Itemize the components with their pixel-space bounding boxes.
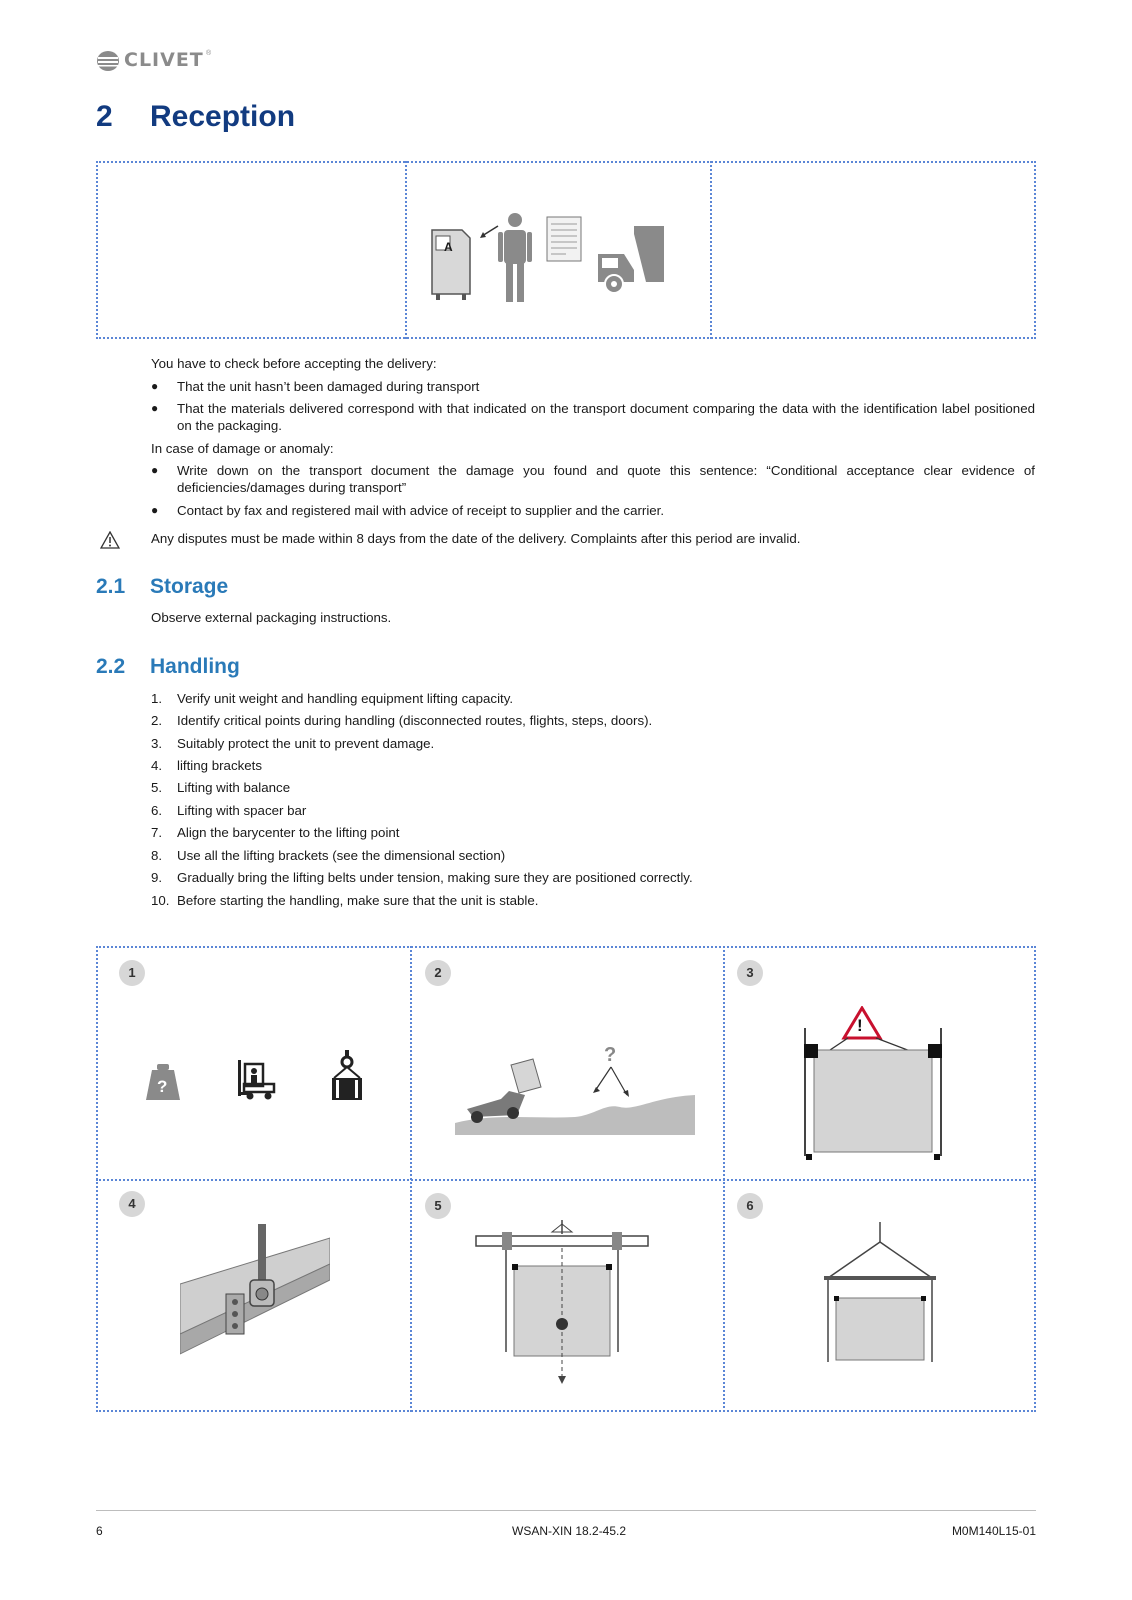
delivery-note-icon [546,216,582,262]
damage-intro: In case of damage or anomaly: [151,441,334,456]
transport-route-illustration [455,1045,695,1135]
logo-text: CLIVET [124,49,204,71]
list-item-text: Write down on the transport document the damage you found and quote this sentence: “Conditional acceptance clear evidence of deficiencies/damages during transport” [177,463,1035,495]
figure-badge: 4 [119,1191,145,1217]
bullet-icon: ● [151,503,159,517]
forklift-icon [236,1058,278,1100]
list-item [151,462,1035,496]
section-title [96,100,295,134]
warning-icon [100,531,120,549]
reception-illustration [430,210,690,310]
storage-text: Observe external packaging instructions. [151,610,392,625]
warning-text: Any disputes must be made within 8 days from the date of the delivery. Complaints after this period are invalid. [151,531,801,546]
footer-document-code: M0M140L15-01 [951,1524,1036,1538]
footer-divider [96,1510,1036,1511]
list-item [151,400,1035,434]
subsection-title-handling [96,655,240,679]
list-item-text: Contact by fax and registered mail with advice of receipt to supplier and the carrier. [177,503,665,518]
list-item-text: That the materials delivered correspond with that indicated on the transport document comparing the data with the identification label positioned on the packaging. [177,401,1035,433]
bullet-icon: ● [151,463,159,477]
figure-badge: 2 [425,960,451,986]
bullet-icon: ● [151,401,159,415]
arrow-icon [478,224,500,240]
lifting-bracket-illustration [180,1224,330,1374]
list-item [151,502,1035,519]
figure-badge: 6 [737,1193,763,1219]
route-question-mark: ? [604,1044,617,1066]
person-icon [498,212,532,304]
bullet-icon: ● [151,379,159,393]
lifting-spacer-bar-illustration [820,1222,940,1372]
logo-registered-mark: ® [206,50,212,57]
subsection-number: 2.2 [96,655,126,678]
page-number: 6 [96,1524,103,1538]
footer-model: WSAN-XIN 18.2-45.2 [512,1524,627,1538]
protect-unit-illustration [800,1006,950,1172]
list-item-text: That the unit hasn’t been damaged during transport [177,379,480,394]
reception-intro: You have to check before accepting the delivery: [151,356,437,371]
truck-icon [594,224,670,296]
document-letter: A [444,240,453,254]
clivet-logo-icon [96,50,120,72]
subsection-number: 2.1 [96,575,126,598]
figure-badge: 5 [425,1193,451,1219]
section-number: 2 [96,100,113,133]
clivet-logo [96,48,216,74]
subsection-title-text: Storage [150,575,229,598]
reception-figure-divider [710,161,712,339]
figure-grid-divider [96,1179,1036,1181]
subsection-title-storage [96,575,228,599]
subsection-title-text: Handling [150,655,240,678]
figure-badge: 1 [119,960,145,986]
figure-badge: 3 [737,960,763,986]
warning-exclamation-mark: ! [857,1016,863,1035]
section-title-text: Reception [150,100,296,133]
crane-hook-icon [330,1050,364,1102]
weight-question-mark: ? [157,1077,168,1096]
lifting-balance-illustration [472,1220,652,1390]
list-item [151,378,1035,395]
reception-figure-divider [405,161,407,339]
